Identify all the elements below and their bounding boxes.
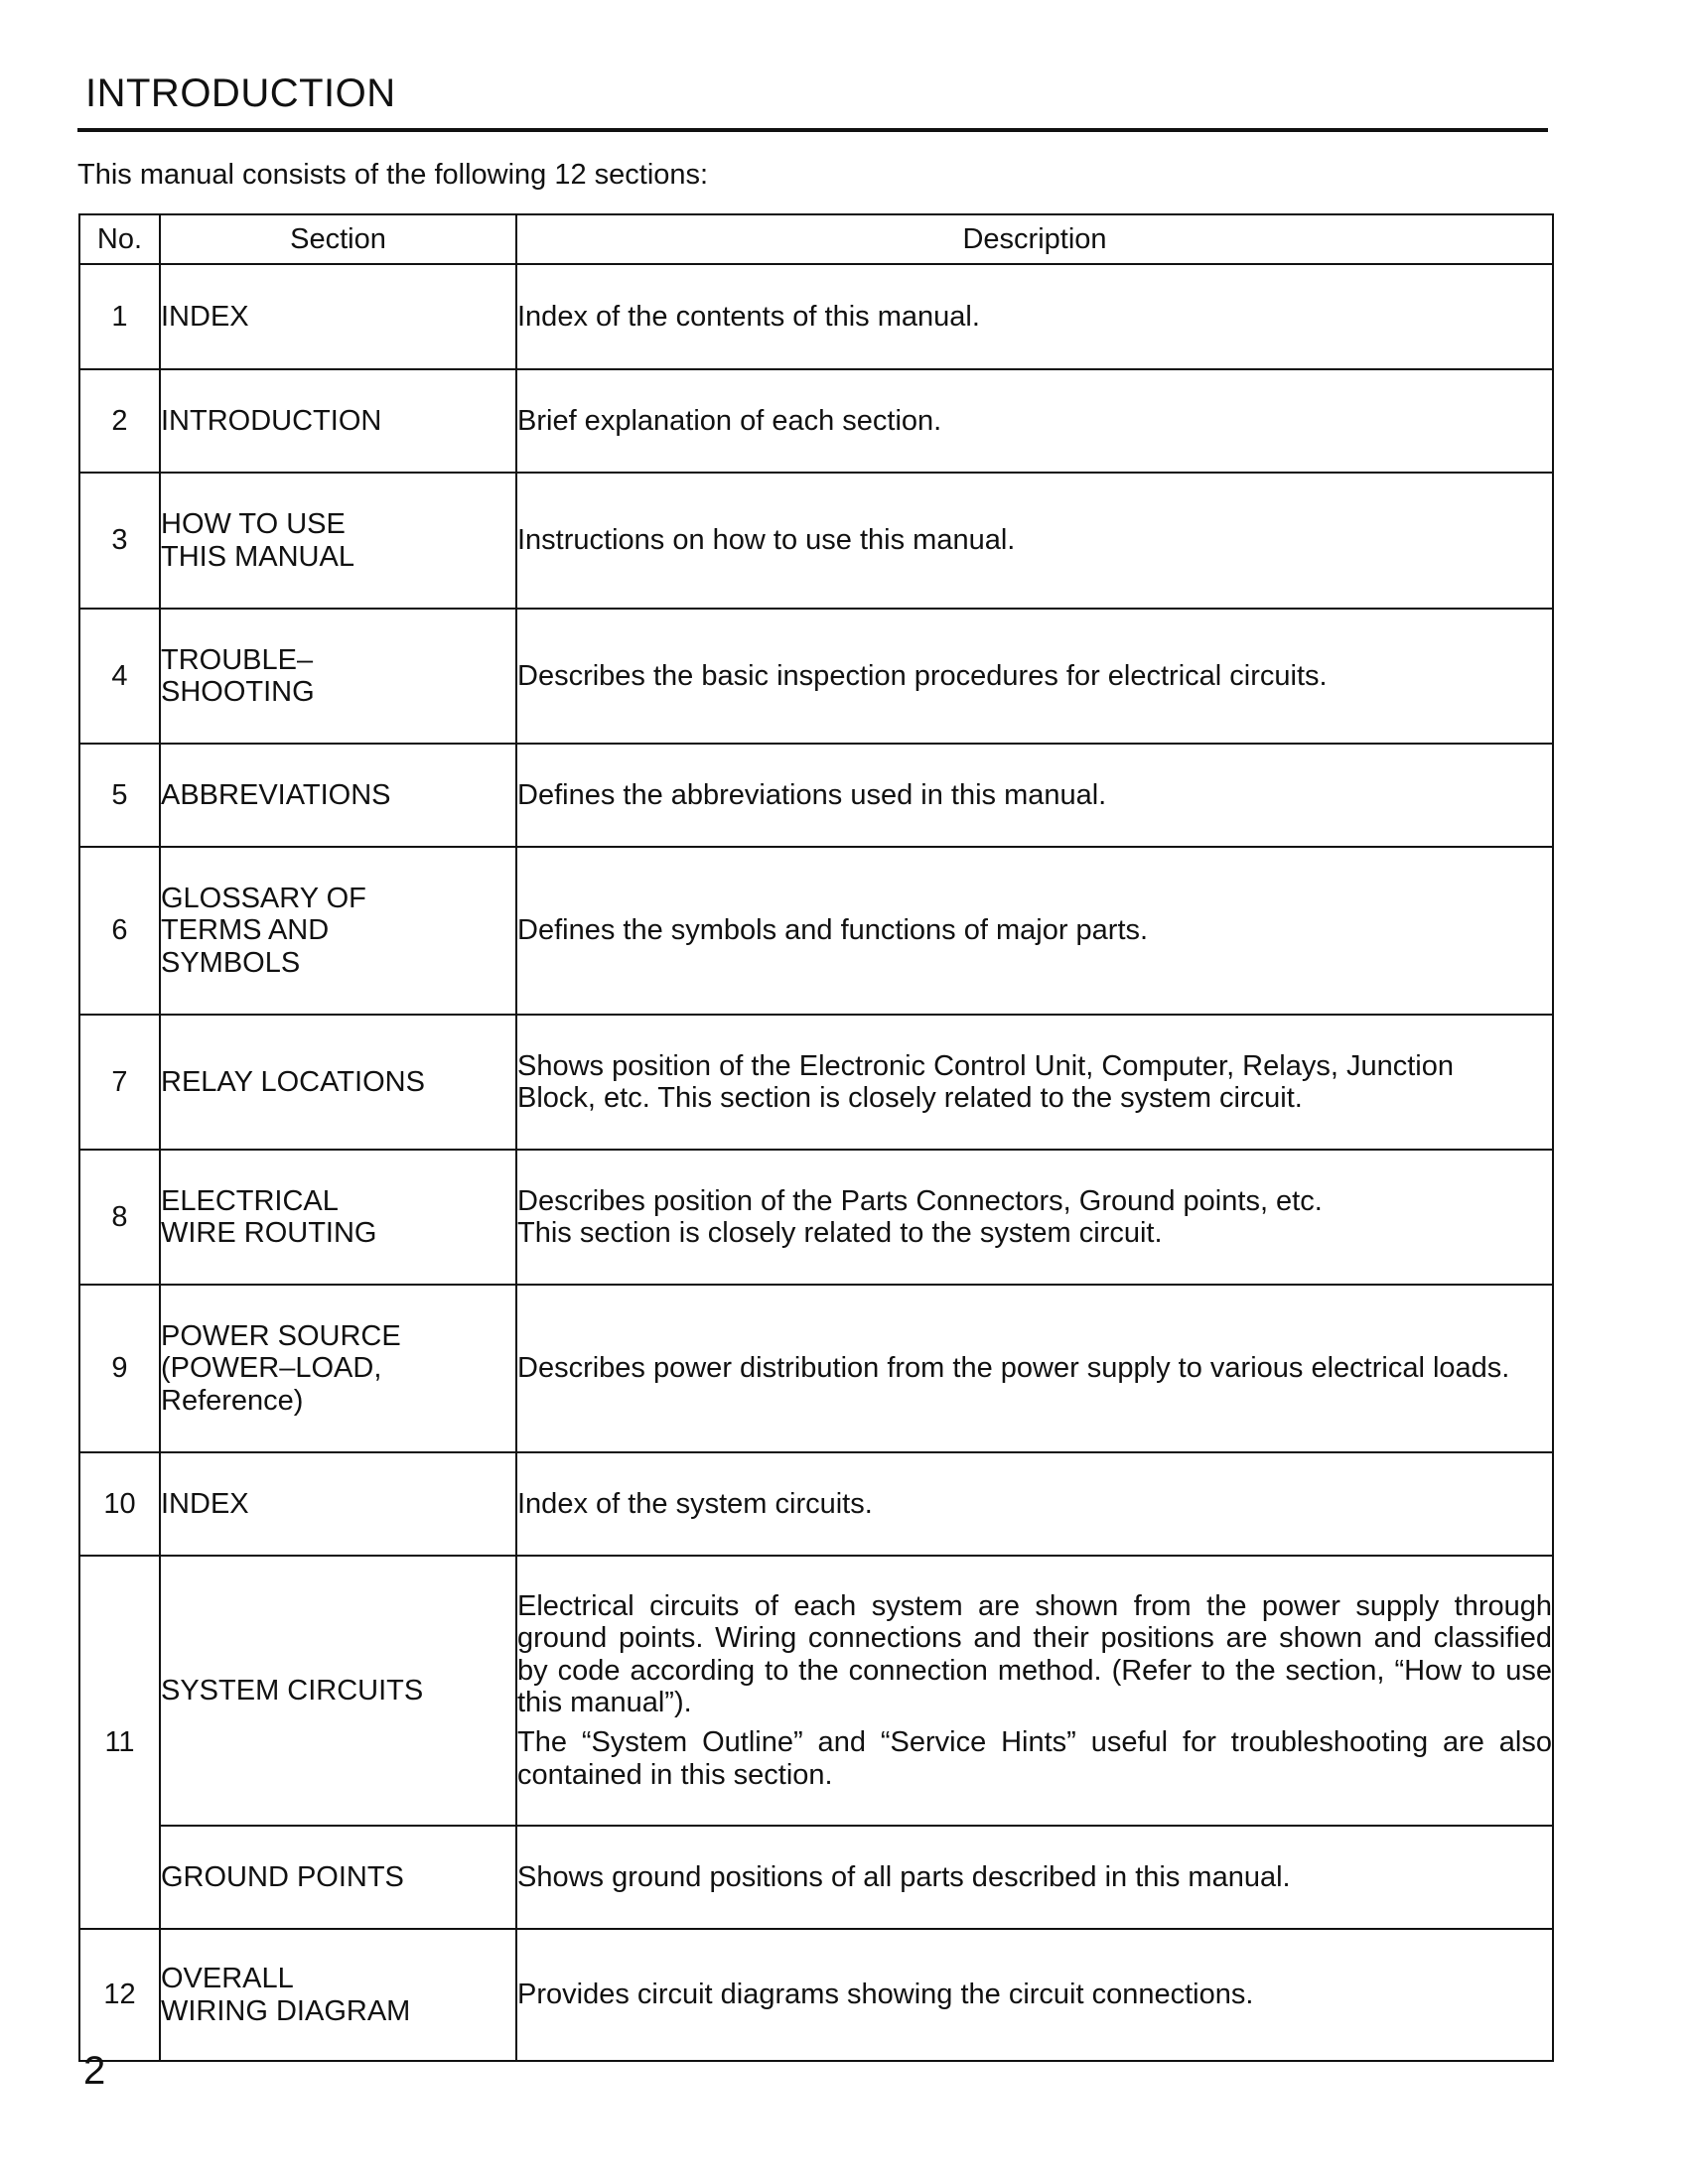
- section-text: POWER SOURCE (POWER–LOAD, Reference): [161, 1319, 401, 1417]
- section-text: ABBREVIATIONS: [161, 778, 391, 811]
- row-number: 1: [79, 264, 160, 369]
- section-description: [516, 1929, 1553, 2061]
- description-text: Describes position of the Parts Connectors, Ground points, etc. This section is closely related to the system circuit.: [517, 1184, 1323, 1249]
- table-row: [79, 1150, 1553, 1285]
- section-text: TROUBLE– SHOOTING: [161, 643, 315, 708]
- section-description: [516, 264, 1553, 369]
- description-paragraph: Electrical circuits of each system are shown from the power supply through ground points. Wiring connections and their positions are shown and classified by code according to the connection method. (Refer to the section, “How to use this manual”).: [517, 1589, 1552, 1718]
- table-row: [79, 1015, 1553, 1150]
- section-description: [516, 369, 1553, 473]
- table-row: [79, 473, 1553, 609]
- row-number: 4: [79, 609, 160, 744]
- table-row: [79, 1929, 1553, 2061]
- description-text: Shows ground positions of all parts described in this manual.: [517, 1860, 1291, 1893]
- header-no: No.: [79, 214, 160, 264]
- table-header-row: [79, 214, 1553, 264]
- section-name: [160, 473, 516, 609]
- description-text: Defines the symbols and functions of major parts.: [517, 914, 1149, 947]
- section-name: [160, 1556, 516, 1826]
- section-description: [516, 847, 1553, 1015]
- description-text: Describes the basic inspection procedures for electrical circuits.: [517, 659, 1328, 692]
- section-description: [516, 744, 1553, 847]
- section-text: HOW TO USE THIS MANUAL: [161, 508, 354, 573]
- section-name: [160, 1285, 516, 1452]
- section-text: INDEX: [161, 1487, 249, 1520]
- description-text: Instructions on how to use this manual.: [517, 524, 1016, 557]
- section-description: [516, 609, 1553, 744]
- section-description: [516, 1285, 1553, 1452]
- row-number: 7: [79, 1015, 160, 1150]
- table-row: [79, 609, 1553, 744]
- section-text: INDEX: [161, 300, 249, 333]
- table-row: [79, 264, 1553, 369]
- section-name: [160, 369, 516, 473]
- table-row: [79, 744, 1553, 847]
- section-name: [160, 609, 516, 744]
- description-text: Defines the abbreviations used in this manual.: [517, 778, 1107, 811]
- table-row: [79, 1452, 1553, 1556]
- section-name: [160, 744, 516, 847]
- row-number: 5: [79, 744, 160, 847]
- table-row: [79, 369, 1553, 473]
- section-text: GROUND POINTS: [161, 1860, 404, 1893]
- section-text: ELECTRICAL WIRE ROUTING: [161, 1184, 377, 1249]
- table-row: [79, 1285, 1553, 1452]
- section-text: OVERALL WIRING DIAGRAM: [161, 1963, 411, 2027]
- description-text: Brief explanation of each section.: [517, 404, 942, 437]
- description-text: Shows position of the Electronic Control Unit, Computer, Relays, Junction Block, etc. This section is closely related to the system circuit.: [517, 1049, 1454, 1114]
- section-description: [516, 1015, 1553, 1150]
- table-row: [79, 1826, 1553, 1929]
- description-text: Index of the system circuits.: [517, 1487, 873, 1520]
- section-name: [160, 1452, 516, 1556]
- section-name: [160, 1015, 516, 1150]
- description-text: Provides circuit diagrams showing the circuit connections.: [517, 1979, 1254, 2011]
- intro-text: This manual consists of the following 12 sections:: [77, 159, 709, 191]
- section-name: [160, 1929, 516, 2061]
- section-description: [516, 1452, 1553, 1556]
- section-description: [516, 1150, 1553, 1285]
- header-section: Section: [160, 214, 516, 264]
- row-number: 10: [79, 1452, 160, 1556]
- section-description: [516, 473, 1553, 609]
- section-text: GLOSSARY OF TERMS AND SYMBOLS: [161, 882, 366, 979]
- section-name: [160, 264, 516, 369]
- row-number: 8: [79, 1150, 160, 1285]
- row-number: 2: [79, 369, 160, 473]
- description-text: Index of the contents of this manual.: [517, 300, 980, 333]
- table-row: [79, 1556, 1553, 1826]
- row-number: 6: [79, 847, 160, 1015]
- section-name: [160, 1826, 516, 1929]
- section-description: [516, 1556, 1553, 1826]
- row-number: 11: [79, 1556, 160, 1929]
- section-text: RELAY LOCATIONS: [161, 1065, 425, 1098]
- table-row: [79, 847, 1553, 1015]
- row-number: 9: [79, 1285, 160, 1452]
- section-text: INTRODUCTION: [161, 404, 382, 437]
- row-number: 12: [79, 1929, 160, 2061]
- sections-table: [78, 213, 1554, 2062]
- section-description: [516, 1826, 1553, 1929]
- page-title: INTRODUCTION: [85, 71, 396, 115]
- section-name: [160, 1150, 516, 1285]
- section-text: SYSTEM CIRCUITS: [161, 1674, 424, 1706]
- description-paragraph: The “System Outline” and “Service Hints” useful for troubleshooting are also contained in this section.: [517, 1726, 1552, 1791]
- section-name: [160, 847, 516, 1015]
- description-text: Describes power distribution from the power supply to various electrical loads.: [517, 1352, 1510, 1385]
- page-number: 2: [83, 2049, 106, 2093]
- title-rule: [77, 128, 1548, 132]
- header-description: Description: [516, 214, 1553, 264]
- row-number: 3: [79, 473, 160, 609]
